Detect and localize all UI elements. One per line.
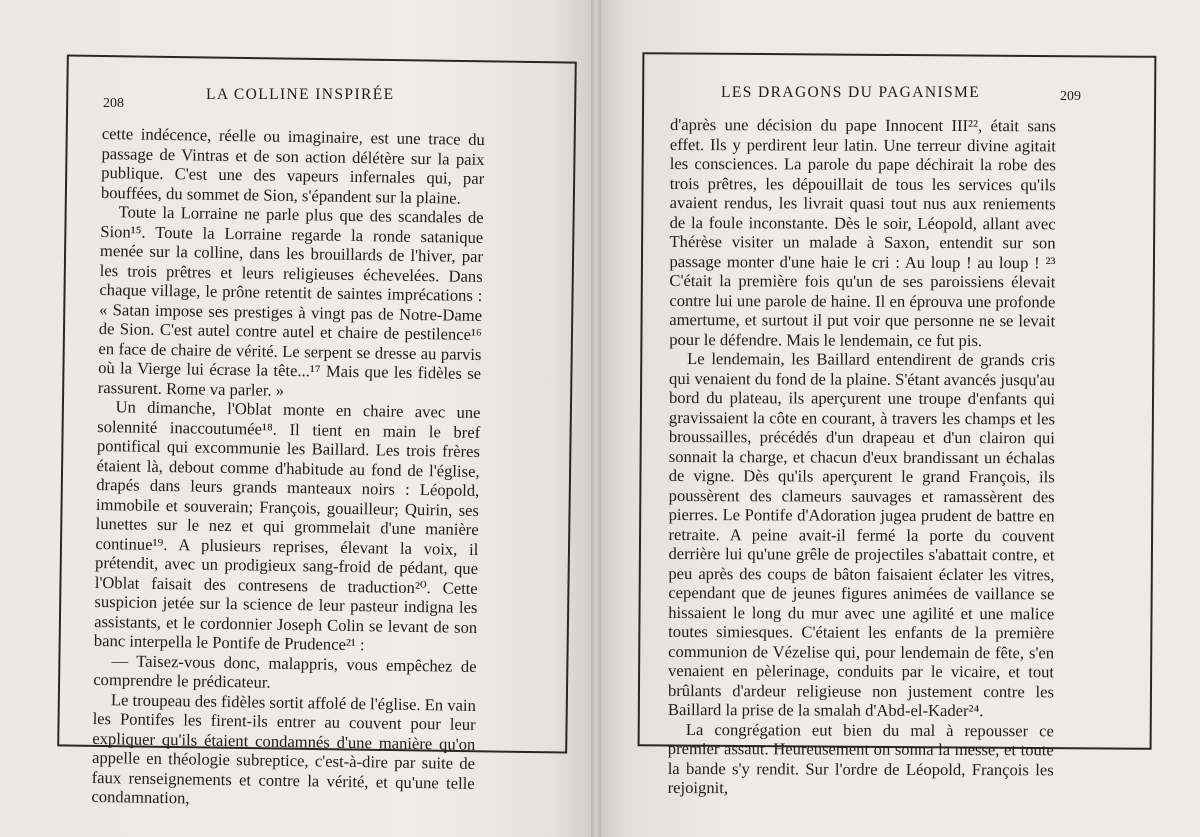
left-page-number: 208 xyxy=(103,96,124,111)
left-page xyxy=(0,0,596,837)
right-page xyxy=(596,0,1200,837)
left-paragraph-3: Un dimanche, l'Oblat monte en chaire avec une solennité inaccoutumée¹⁸. Il tient en main le bref pontifical qui excommunie les Baillard. Les trois frères étaient là, debout comme d'habitude au fond de l'église, drapés dans leurs grands manteaux noirs : Léopold, immobile et souverain; François, gouailleur; Quirin, ses lunettes sur le nez et qui grommelait d'une manière continue¹⁹. A plusieurs reprises, élevant la voix, il prétendit, avec un prodigieux sang-froid de pédant, que l'Oblat faisait des contresens de traduction²⁰. Cette suspicion jetée sur la science de leur pasteur indigna les assistants, et le cordonnier Joseph Colin se levant de son banc interpella le Pontife de Prudence²¹ : xyxy=(93,397,481,655)
right-paragraph-3: La congrégation eut bien du mal à repousser ce premier assaut. Heureusement on sonna la messe, et toute la bande s'y rendit. Sur l'ordre de Léopold, François les rejoignit, xyxy=(667,719,1054,798)
left-text-block xyxy=(91,124,485,812)
right-paragraph-1: d'après une décision du pape Innocent III²², était sans effet. Ils y perdirent leur latin. Une terreur divine agitait les consciences. La parole du pape déchirait la robe des trois prêtres, les dépouillait de tous les services qu'ils avaient rendus, les livrait quasi tout nus aux reniements de la foule inconstante. Dès le soir, Léopold, allant avec Thérèse visiter un malade à Saxon, entendit sur son passage monter d'une haie le cri : Au loup ! au loup ! ²³ C'était la première fois qu'un de ses paroissiens élevait contre lui une parole de haine. Il en éprouva une profonde amertume, et surtout il put voir que personne ne se levait pour le défendre. Mais le lendemain, ce fut pis. xyxy=(669,115,1056,350)
left-running-head: LA COLLINE INSPIRÉE xyxy=(206,86,395,103)
left-paragraph-5: Le troupeau des fidèles sortit affolé de l'église. En vain les Pontifes les firent-ils entrer au couvent pour leur expliquer qu'ils étaient condamnés d'une manière qu'on appelle en théologie subreptice, c'est-à-dire par suite de faux renseignements et contre la vérité, et qu'une telle condamnation, xyxy=(91,689,477,808)
right-page-number: 209 xyxy=(1060,89,1081,104)
right-running-head: LES DRAGONS DU PAGANISME xyxy=(721,84,981,101)
right-paragraph-2: Le lendemain, les Baillard entendirent de grands cris qui venaient du fond de la plaine. S'étant avancés jusqu'au bord du plateau, ils aperçurent une troupe d'enfants qui gravissaient la côte en courant, à travers les champs et les broussailles, précédés d'un drapeau et d'un clairon qui sonnait la charge, et chacun d'eux brandissant un échalas de vigne. Dès qu'ils aperçurent le grand François, ils poussèrent des clameurs sauvages et ramassèrent des pierres. Le Pontife d'Adoration jugea prudent de battre en retraite. A peine avait-il fermé la porte du couvent derrière lui qu'une grêle de projectiles s'abattait contre, et peu après des coups de bâton faisaient éclater les vitres, cependant que de jeunes figures animées de vaillance se hissaient le long du mur avec une agilité et une malice toutes simiesques. C'étaient les enfants de la première communion de Vézelise qui, pour lendemain de fête, s'en venaient en pèlerinage, conduits par le vicaire, et tout brûlants d'ardeur religieuse non justement contre les Baillard la prise de la smalah d'Abd-el-Kader²⁴. xyxy=(667,349,1056,721)
left-paragraph-4: — Taisez-vous donc, malappris, vous empêchez de comprendre le prédicateur. xyxy=(93,650,477,692)
right-text-block xyxy=(668,115,1056,799)
left-paragraph-2: Toute la Lorraine ne parle plus que des scandales de Sion¹⁵. Toute la Lorraine regarde la ronde satanique menée sur la colline, dans les brouillards de l'hiver, par les trois prêtres et leurs religieuses échevelées. Dans chaque village, le prône retentit de saintes imprécations : « Satan impose ses prestiges à vingt pas de Notre-Dame de Sion. C'est autel contre autel et chaire de pestilence¹⁶ en face de chaire de vérité. Le serpent se dresse au parvis où la Vierge lui écrase la tête...¹⁷ Mais que les fidèles se rassurent. Rome va parler. » xyxy=(97,202,484,400)
book-gutter xyxy=(591,0,601,837)
left-paragraph-1: cette indécence, réelle ou imaginaire, est une trace du passage de Vintras et de son action délétère sur la paix publique. C'est une des vapeurs infernales qui, par bouffées, du sommet de Sion, s'épandent sur la plaine. xyxy=(100,124,485,208)
